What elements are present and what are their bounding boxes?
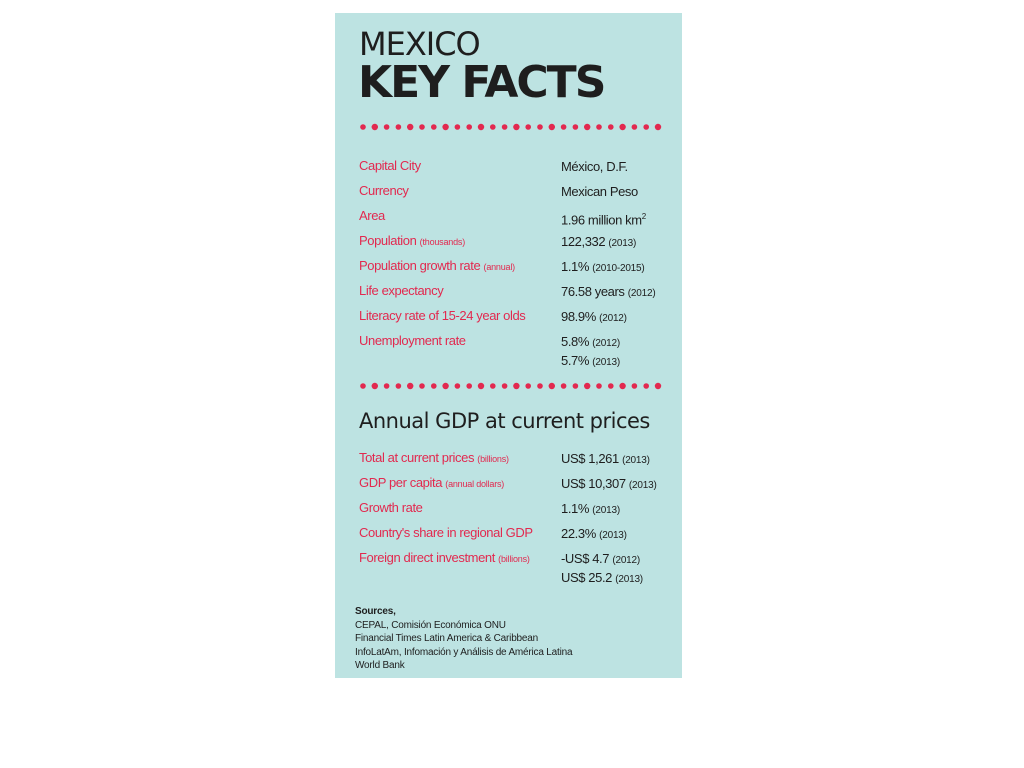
sources-title: Sources, (355, 606, 396, 617)
value-year: (2013) (628, 480, 657, 491)
gdp-value: US$ 1,261 (2013) (561, 451, 650, 466)
fact-row (359, 258, 669, 283)
label-note: (billions) (477, 454, 509, 464)
label-note: (thousands) (419, 237, 465, 247)
fact-value: 122,332 (2013) (561, 234, 637, 249)
gdp-row (359, 475, 669, 500)
fact-label: Currency (359, 183, 409, 198)
value-year: (2013) (608, 238, 637, 249)
key-facts-card (335, 13, 682, 678)
fact-row (359, 233, 669, 258)
gdp-label: Growth rate (359, 500, 423, 515)
fact-row (359, 283, 669, 308)
value-year: (2012) (627, 288, 656, 299)
gdp-section-title: Annual GDP at current prices (359, 409, 650, 433)
fact-value: México, D.F. (561, 159, 628, 174)
fact-value: 1.96 million $km^2$ (561, 212, 646, 228)
fact-label: Area (359, 208, 385, 223)
gdp-label: Country's share in regional GDP (359, 525, 533, 540)
fact-row (359, 158, 669, 183)
fact-row (359, 333, 669, 373)
gdp-row (359, 500, 669, 525)
value-year: (2012) (592, 338, 620, 349)
fact-label: Life expectancy (359, 283, 444, 298)
value-year: (2013) (592, 505, 620, 516)
gdp-row (359, 525, 669, 550)
fact-label: Capital City (359, 158, 421, 173)
facts-table (359, 158, 669, 373)
superscript: 2 (641, 212, 646, 221)
gdp-row (359, 450, 669, 475)
fact-row (359, 183, 669, 208)
fact-row (359, 308, 669, 333)
sources-block (355, 605, 572, 673)
gdp-label: Foreign direct investment (billions) (359, 550, 530, 565)
dotted-divider (359, 381, 665, 391)
fact-value: 1.1% (2010-2015) (561, 259, 645, 274)
source-item: InfoLatAm, Infomación y Análisis de América Latina (355, 646, 573, 658)
headline: KEY FACTS (358, 57, 605, 108)
label-note: (annual) (483, 262, 515, 272)
fact-value: 76.58 years (2012) (561, 284, 656, 299)
value-year: (2013) (622, 455, 650, 466)
fact-value: 98.9% (2012) (561, 309, 627, 324)
value-year: (2010-2015) (592, 263, 645, 274)
country-name: MEXICO (359, 25, 480, 63)
source-item: Financial Times Latin America & Caribbean (355, 633, 539, 644)
value-year: (2013) (599, 530, 627, 541)
value-year: (2013) (592, 357, 620, 368)
gdp-value: 22.3% (2013) (561, 526, 627, 541)
gdp-label: GDP per capita (annual dollars) (359, 475, 505, 490)
gdp-value: US$ 10,307 (2013) (561, 476, 657, 491)
value-year: (2012) (612, 555, 641, 566)
value-year: (2012) (599, 313, 627, 324)
fact-row (359, 208, 669, 233)
gdp-label: Total at current prices (billions) (359, 450, 509, 465)
gdp-row (359, 550, 669, 590)
value-year: (2013) (615, 574, 643, 585)
fact-value: 5.8% (2012) 5.7% (2013) (561, 334, 620, 368)
gdp-table (359, 450, 669, 590)
gdp-value: -US$ 4.7 (2012) US$ 25.2 (2013) (561, 551, 643, 585)
fact-value: Mexican Peso (561, 184, 638, 199)
dotted-divider (359, 122, 665, 132)
source-item: World Bank (355, 660, 405, 671)
fact-label: Population (thousands) (359, 233, 465, 248)
label-note: (billions) (498, 554, 530, 564)
fact-label: Unemployment rate (359, 333, 466, 348)
fact-label: Literacy rate of 15-24 year olds (359, 308, 526, 323)
source-item: CEPAL, Comisión Económica ONU (355, 619, 506, 631)
label-note: (annual dollars) (445, 479, 505, 489)
fact-label: Population growth rate (annual) (359, 258, 515, 273)
gdp-value: 1.1% (2013) (561, 501, 620, 516)
